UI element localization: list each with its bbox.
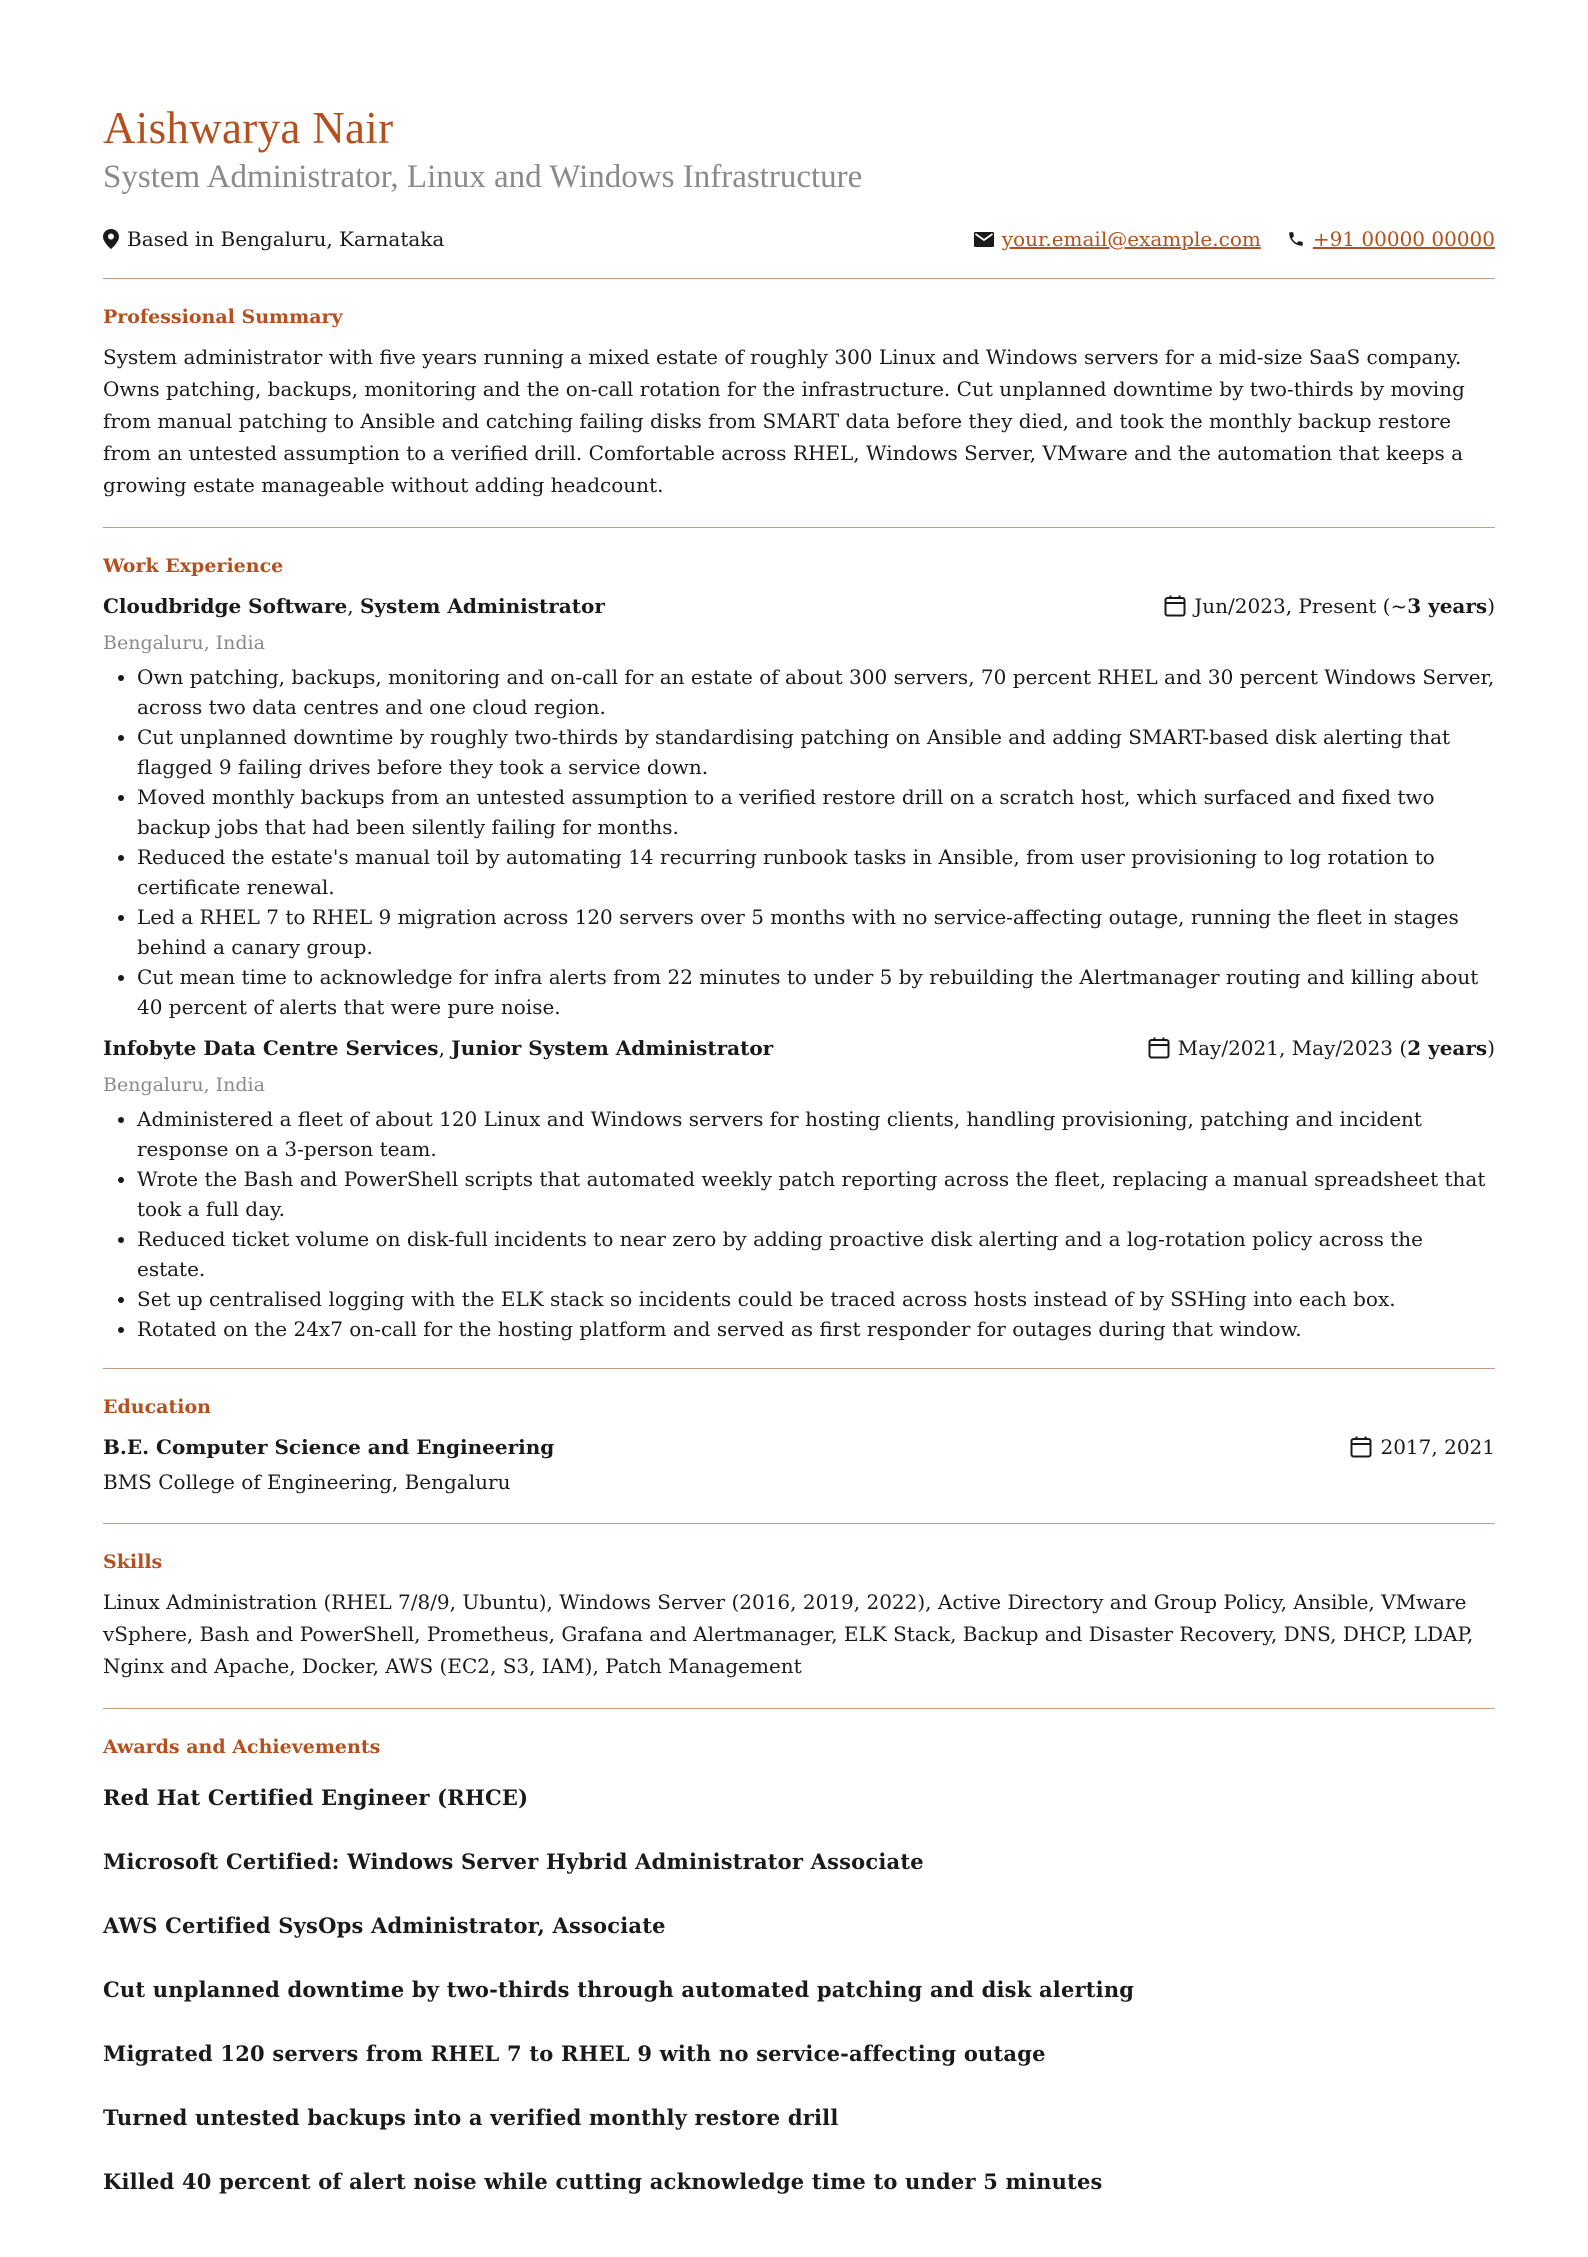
list-item: • Set up centralised logging with the ELK stack so incidents could be traced across hosts instead of by SSHing into each box. <box>137 1284 1495 1314</box>
section-title-skills: Skills <box>103 1551 163 1573</box>
job-title <box>103 590 605 622</box>
calendar-icon <box>1350 1436 1372 1458</box>
degree: B.E. Computer Science and Engineering <box>103 1435 555 1459</box>
skills-section <box>103 1524 1495 1708</box>
company-name: Infobyte Data Centre Services <box>103 1036 439 1060</box>
summary-text: System administrator with five years running a mixed estate of roughly 300 Linux and Windows servers for a mid-size SaaS company. Owns patching, backups, monitoring and the on-call rotation for the infrastructure. Cut unplanned downtime by two-thirds by moving from manual patching to Ansible and catching failing disks from SMART data before they died, and took the monthly backup restore from an untested assumption to a verified drill. Comfortable across RHEL, Windows Server, VMware and the automation that keeps a growing estate manageable without adding headcount. <box>103 345 1465 497</box>
school-name: BMS College of Engineering, Bengaluru <box>103 1470 511 1494</box>
education-section <box>103 1369 1495 1523</box>
award-item: Killed 40 percent of alert noise while cutting acknowledge time to under 5 minutes <box>103 2169 1103 2194</box>
list-item: • Wrote the Bash and PowerShell scripts that automated weekly patch reporting across the fleet, replacing a manual spreadsheet that took a full day. <box>137 1164 1495 1224</box>
list-item: • Cut mean time to acknowledge for infra alerts from 22 minutes to under 5 by rebuilding the Alertmanager routing and killing about 40 percent of alerts that were pure noise. <box>137 962 1495 1022</box>
job-entry <box>103 1032 1495 1344</box>
envelope-icon <box>974 232 994 247</box>
list-item: • Reduced the estate's manual toil by automating 14 recurring runbook tasks in Ansible, from user provisioning to log rotation to certificate renewal. <box>137 842 1495 902</box>
candidate-name: Aishwarya Nair <box>103 103 394 153</box>
job-role: Junior System Administrator <box>451 1036 774 1060</box>
job-dates <box>1164 590 1495 622</box>
award-item: Microsoft Certified: Windows Server Hybrid Administrator Associate <box>103 1849 924 1874</box>
location <box>103 227 444 251</box>
list-item: • Reduced ticket volume on disk-full incidents to near zero by adding proactive disk alerting and a log-rotation policy across the estate. <box>137 1224 1495 1284</box>
list-item: • Own patching, backups, monitoring and on-call for an estate of about 300 servers, 70 percent RHEL and 30 percent Windows Server, across two data centres and one cloud region. <box>137 662 1495 722</box>
duration: 2 years <box>1407 1036 1488 1060</box>
section-title-summary: Professional Summary <box>103 306 343 328</box>
section-title-experience: Work Experience <box>103 555 284 577</box>
education-date-range: 2017, 2021 <box>1380 1435 1495 1459</box>
contact-row <box>103 224 1495 254</box>
date-range: Jun/2023, Present (~ <box>1194 594 1408 618</box>
award-item: Turned untested backups into a verified monthly restore drill <box>103 2105 839 2130</box>
job-role: System Administrator <box>359 594 605 618</box>
phone-icon <box>1287 230 1305 248</box>
list-item: • Cut unplanned downtime by roughly two-thirds by standardising patching on Ansible and adding SMART-based disk alerting that flagged 9 failing drives before they took a service down. <box>137 722 1495 782</box>
job-location: Bengaluru, India <box>103 1074 265 1096</box>
contact-links <box>948 227 1495 251</box>
calendar-icon <box>1164 595 1186 617</box>
resume-page <box>103 100 1495 2257</box>
calendar-icon <box>1148 1037 1170 1059</box>
list-item: • Led a RHEL 7 to RHEL 9 migration across 120 servers over 5 months with no service-affecting outage, running the fleet in stages behind a canary group. <box>137 902 1495 962</box>
list-item: • Administered a fleet of about 120 Linux and Windows servers for hosting clients, handling provisioning, patching and incident response on a 3-person team. <box>137 1104 1495 1164</box>
job-header <box>103 1032 1495 1064</box>
award-item: Migrated 120 servers from RHEL 7 to RHEL 9 with no service-affecting outage <box>103 2041 1046 2066</box>
job-entry <box>103 590 1495 1022</box>
job-location: Bengaluru, India <box>103 632 265 654</box>
date-range: May/2021, May/2023 ( <box>1177 1036 1408 1060</box>
job-bullets <box>103 662 1495 1022</box>
phone-link[interactable]: +91 00000 00000 <box>1312 227 1495 251</box>
job-dates <box>1148 1032 1495 1064</box>
awards-section <box>103 1709 1495 2257</box>
section-title-education: Education <box>103 1396 211 1418</box>
award-item: AWS Certified SysOps Administrator, Associate <box>103 1913 666 1938</box>
list-item: • Moved monthly backups from an untested assumption to a verified restore drill on a scratch host, which surfaced and fixed two backup jobs that had been silently failing for months. <box>137 782 1495 842</box>
map-pin-icon <box>103 229 119 249</box>
title-separator: , <box>347 594 360 618</box>
title-separator: , <box>438 1036 452 1060</box>
education-header <box>103 1431 1495 1463</box>
list-item: • Rotated on the 24x7 on-call for the hosting platform and served as first responder for outages during that window. <box>137 1314 1495 1344</box>
headline: System Administrator, Linux and Windows Infrastructure <box>103 159 863 195</box>
award-item: Red Hat Certified Engineer (RHCE) <box>103 1785 529 1810</box>
education-dates <box>1350 1431 1495 1463</box>
skills-text: Linux Administration (RHEL 7/8/9, Ubuntu), Windows Server (2016, 2019, 2022), Active Directory and Group Policy, Ansible, VMware vSphere, Bash and PowerShell, Prometheus, Grafana and Alertmanager, ELK Stack, Backup and Disaster Recovery, DNS, DHCP, LDAP, Nginx and Apache, Docker, AWS (EC2, S3, IAM), Patch Management <box>103 1590 1474 1678</box>
company-name: Cloudbridge Software <box>103 594 348 618</box>
duration: 3 years <box>1407 594 1488 618</box>
job-bullets <box>103 1104 1495 1344</box>
location-text: Based in Bengaluru, Karnataka <box>127 227 445 251</box>
section-title-awards: Awards and Achievements <box>103 1736 381 1758</box>
job-title <box>103 1032 773 1064</box>
date-close: ) <box>1487 1036 1495 1060</box>
summary-section <box>103 279 1495 527</box>
date-close: ) <box>1487 594 1495 618</box>
email-item <box>974 227 1261 251</box>
experience-section <box>103 528 1495 1368</box>
award-item: Cut unplanned downtime by two-thirds through automated patching and disk alerting <box>103 1977 1135 2002</box>
job-header <box>103 590 1495 622</box>
email-link[interactable]: your.email@example.com <box>1001 227 1261 251</box>
phone-item <box>1287 227 1495 251</box>
